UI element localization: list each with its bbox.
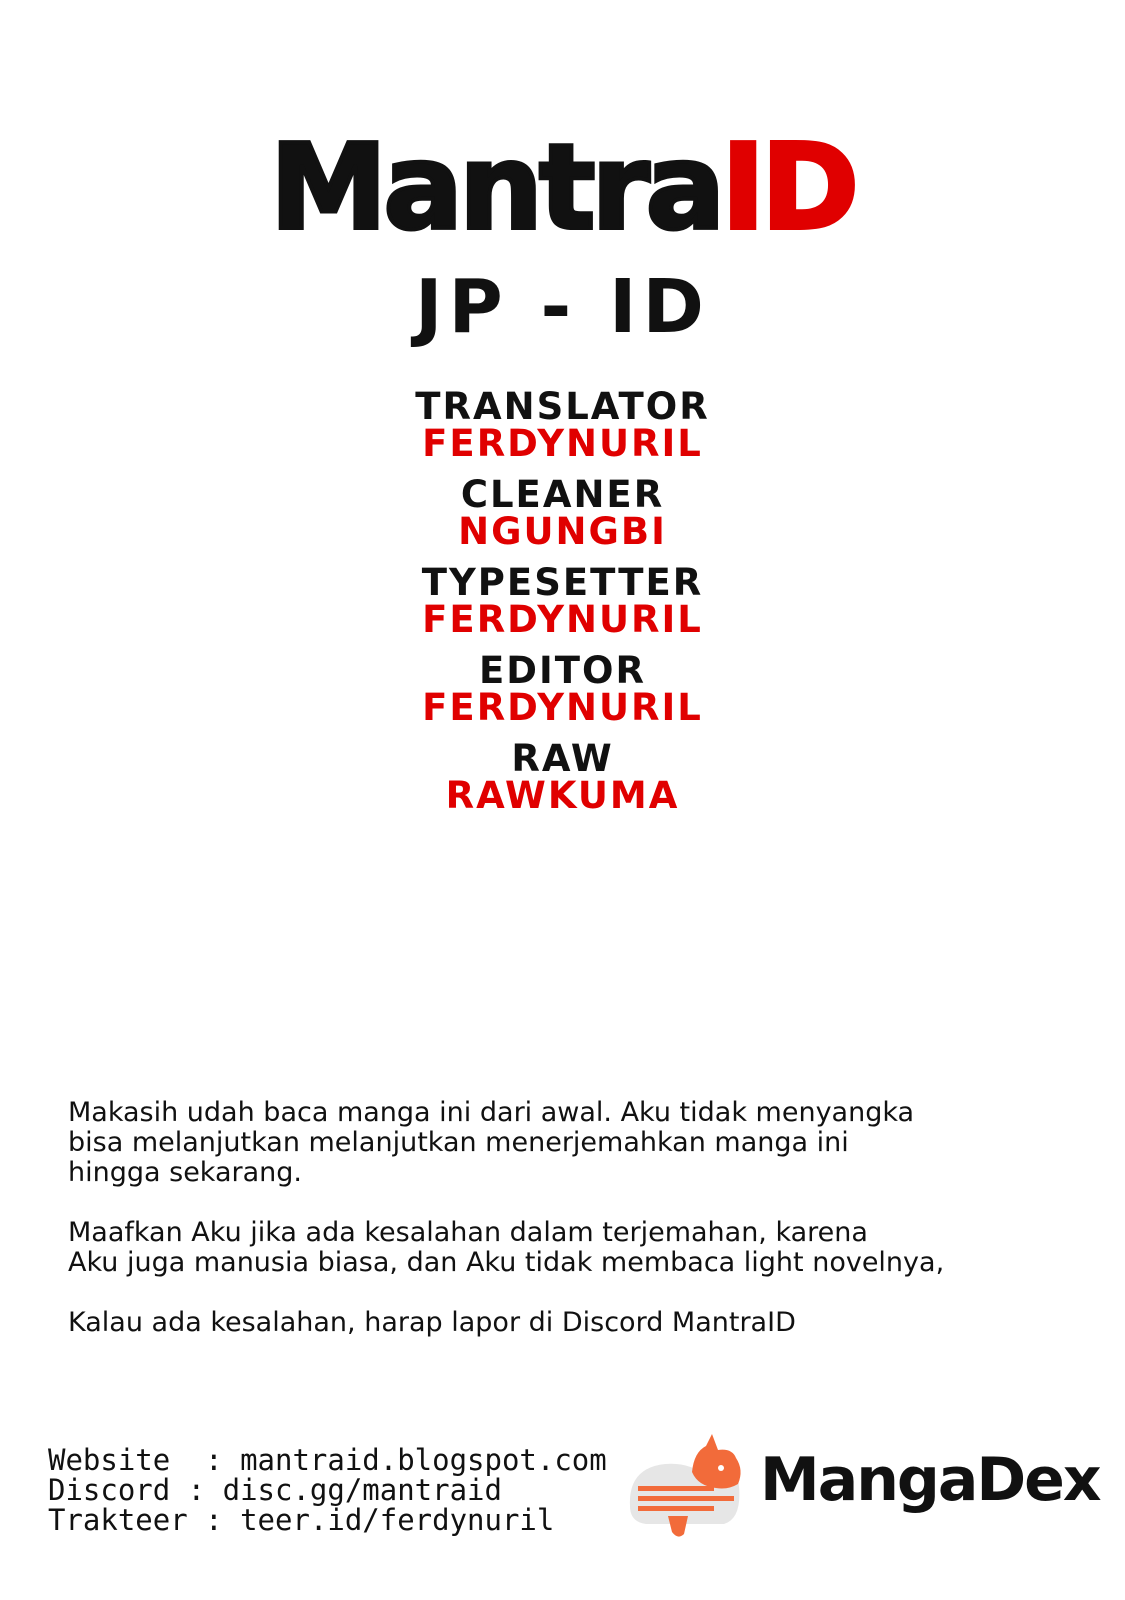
link-value: disc.gg/mantraid [222, 1473, 502, 1507]
credit-name: FERDYNURIL [422, 686, 703, 729]
credit-cleaner [0, 473, 1125, 564]
credits-list [0, 385, 1125, 828]
link-value: mantraid.blogspot.com [240, 1443, 607, 1477]
link-label: Discord [48, 1473, 171, 1507]
link-label: Trakteer [48, 1503, 188, 1537]
logo-id: ID [721, 118, 856, 256]
link-trakteer: Trakteer : teer.id/ferdynuril [48, 1503, 555, 1537]
credit-translator [0, 385, 1125, 476]
credit-typesetter [0, 561, 1125, 652]
credit-role: RAW [511, 737, 614, 780]
logo-mantra: Mantra [269, 118, 722, 256]
mangadex-badge [620, 1428, 1100, 1548]
message-paragraph-3: Kalau ada kesalahan, harap lapor di Discord MantraID [68, 1307, 796, 1338]
link-discord: Discord : disc.gg/mantraid [48, 1473, 502, 1507]
credit-role: EDITOR [479, 649, 646, 692]
link-website: Website : mantraid.blogspot.com [48, 1443, 607, 1477]
credit-role: TYPESETTER [421, 561, 704, 604]
credit-name: FERDYNURIL [422, 422, 703, 465]
credit-role: CLEANER [460, 473, 665, 516]
credit-editor [0, 649, 1125, 740]
credit-raw [0, 737, 1125, 828]
mangadex-cat-logo-icon [620, 1428, 750, 1548]
link-value: teer.id/ferdynuril [240, 1503, 555, 1537]
link-label: Website [48, 1443, 171, 1477]
contact-links [48, 1445, 607, 1535]
credit-name: NGUNGBI [458, 510, 667, 553]
credit-role: TRANSLATOR [415, 385, 710, 428]
mangadex-label: MangaDex [760, 1445, 1100, 1515]
credit-name: RAWKUMA [445, 774, 680, 817]
language-pair: JP - ID [415, 264, 710, 350]
message-paragraph-1: Makasih udah baca manga ini dari awal. Aku tidak menyangka bisa melanjutkan melanjutkan menerjemahkan manga ini hingga sekarang. [68, 1097, 915, 1188]
mantraid-logo [0, 118, 1125, 256]
thank-you-message [68, 1098, 1028, 1368]
credit-name: FERDYNURIL [422, 598, 703, 641]
message-paragraph-2: Maafkan Aku jika ada kesalahan dalam terjemahan, karena Aku juga manusia biasa, dan Aku tidak membaca light novelnya, [68, 1217, 945, 1278]
